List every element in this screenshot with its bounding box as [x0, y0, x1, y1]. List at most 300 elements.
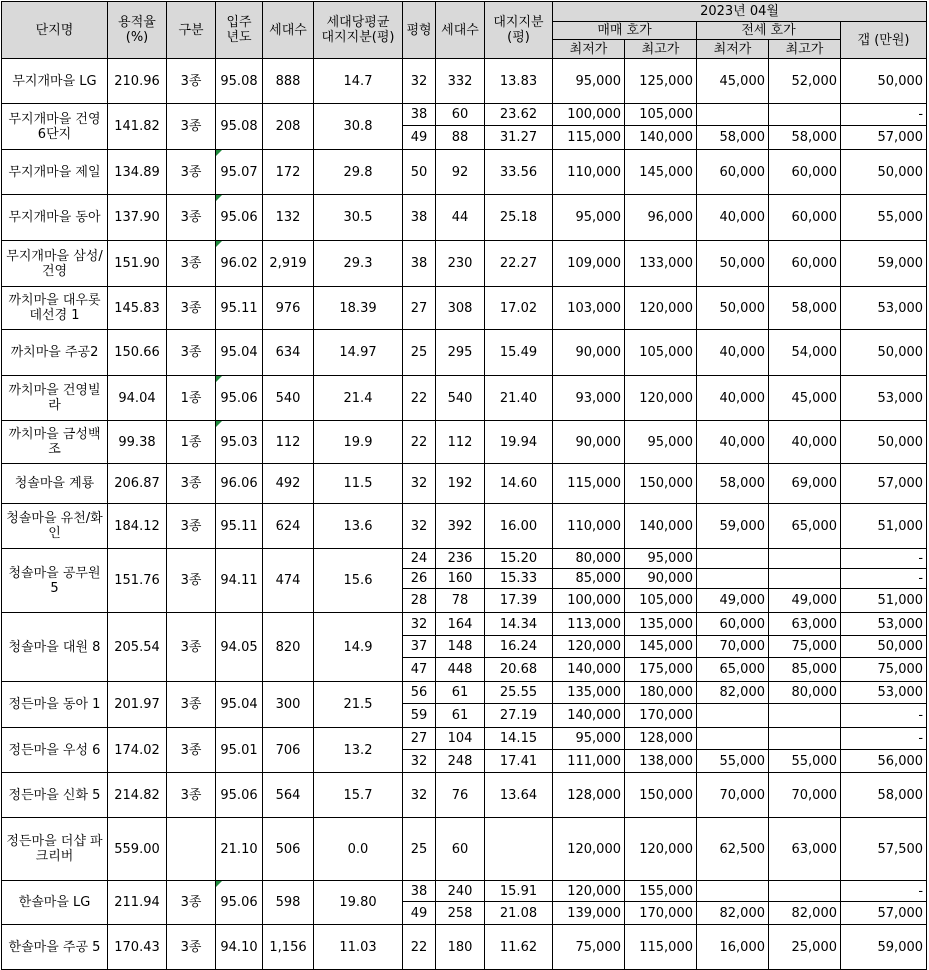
land-share: 13.64: [485, 773, 553, 818]
zone: 3종: [167, 682, 216, 728]
header-jeonse-min: 최저가: [697, 40, 769, 59]
households: 474: [263, 549, 314, 613]
move-in-year: 94.10: [216, 925, 263, 970]
pyeong: 49: [403, 126, 436, 150]
households: 624: [263, 504, 314, 549]
floor-area-ratio: 94.04: [108, 376, 167, 421]
sale-min: 100,000: [553, 589, 625, 613]
jeonse-max: 75,000: [769, 636, 841, 658]
table-row: [2, 104, 927, 126]
floor-area-ratio: 137.90: [108, 195, 167, 241]
gap: 53,000: [841, 613, 927, 636]
sale-max: 150,000: [625, 464, 697, 504]
households: 564: [263, 773, 314, 818]
zone: 3종: [167, 104, 216, 150]
pyeong: 38: [403, 104, 436, 126]
floor-area-ratio: 559.00: [108, 818, 167, 881]
complex-name: 까치마을 주공2: [2, 330, 108, 376]
sale-max: 170,000: [625, 704, 697, 728]
jeonse-min: 70,000: [697, 636, 769, 658]
pyeong: 25: [403, 818, 436, 881]
zone: 3종: [167, 728, 216, 773]
complex-name: 까치마을 대우롯데선경 1: [2, 287, 108, 330]
households: 2,919: [263, 241, 314, 287]
header-gap: 갭 (만원): [841, 22, 927, 59]
jeonse-min: 49,000: [697, 589, 769, 613]
header-pyeong: 평형: [403, 2, 436, 59]
floor-area-ratio: 184.12: [108, 504, 167, 549]
gap: 53,000: [841, 287, 927, 330]
pyeong: 32: [403, 59, 436, 104]
complex-name: 한솔마을 주공 5: [2, 925, 108, 970]
jeonse-min: 40,000: [697, 376, 769, 421]
zone: 3종: [167, 464, 216, 504]
sale-min: 140,000: [553, 658, 625, 682]
sale-max: 140,000: [625, 504, 697, 549]
move-in-year: 21.10: [216, 818, 263, 881]
pyeong: 49: [403, 902, 436, 925]
zone: 3종: [167, 881, 216, 925]
land-share: 21.40: [485, 376, 553, 421]
zone: 3종: [167, 330, 216, 376]
sale-max: 96,000: [625, 195, 697, 241]
header-jeonse: 전세 호가: [697, 22, 841, 40]
sale-min: 110,000: [553, 504, 625, 549]
avg-land-share: 14.7: [314, 59, 403, 104]
floor-area-ratio: 150.66: [108, 330, 167, 376]
pyeong: 32: [403, 464, 436, 504]
land-share: 17.41: [485, 750, 553, 773]
jeonse-max: 65,000: [769, 504, 841, 549]
header-complex-name: 단지명: [2, 2, 108, 59]
avg-land-share: 21.5: [314, 682, 403, 728]
table-row: [2, 330, 927, 376]
avg-land-share: 19.80: [314, 881, 403, 925]
unit-count: 332: [436, 59, 485, 104]
land-share: 15.33: [485, 569, 553, 589]
sale-min: 93,000: [553, 376, 625, 421]
gap: 51,000: [841, 589, 927, 613]
households: 706: [263, 728, 314, 773]
avg-land-share: 30.8: [314, 104, 403, 150]
gap: 57,500: [841, 818, 927, 881]
floor-area-ratio: 210.96: [108, 59, 167, 104]
jeonse-min: 50,000: [697, 241, 769, 287]
gap: 50,000: [841, 59, 927, 104]
floor-area-ratio: 205.54: [108, 613, 167, 682]
jeonse-max: 60,000: [769, 150, 841, 195]
header-sale-min: 최저가: [553, 40, 625, 59]
gap: 55,000: [841, 195, 927, 241]
table-row: [2, 728, 927, 750]
land-share: 23.62: [485, 104, 553, 126]
pyeong: 22: [403, 421, 436, 464]
gap: 59,000: [841, 925, 927, 970]
unit-count: 78: [436, 589, 485, 613]
sale-min: 80,000: [553, 549, 625, 569]
table-body: [2, 59, 927, 970]
complex-name: 청솔마을 대원 8: [2, 613, 108, 682]
jeonse-min: 55,000: [697, 750, 769, 773]
pyeong: 38: [403, 881, 436, 902]
land-share: 31.27: [485, 126, 553, 150]
move-in-year: 95.03: [216, 421, 263, 464]
jeonse-max: 63,000: [769, 613, 841, 636]
unit-count: 60: [436, 104, 485, 126]
gap: 50,000: [841, 330, 927, 376]
gap: 53,000: [841, 376, 927, 421]
households: 888: [263, 59, 314, 104]
table-row: [2, 881, 927, 902]
table-row: [2, 195, 927, 241]
sale-min: 95,000: [553, 195, 625, 241]
avg-land-share: 0.0: [314, 818, 403, 881]
sale-min: 113,000: [553, 613, 625, 636]
land-share: 25.55: [485, 682, 553, 704]
table-row: [2, 682, 927, 704]
jeonse-min: [697, 104, 769, 126]
table-row: [2, 773, 927, 818]
jeonse-min: 65,000: [697, 658, 769, 682]
sale-min: 110,000: [553, 150, 625, 195]
zone: [167, 818, 216, 881]
gap: 56,000: [841, 750, 927, 773]
pyeong: 47: [403, 658, 436, 682]
jeonse-max: 55,000: [769, 750, 841, 773]
pyeong: 28: [403, 589, 436, 613]
jeonse-min: 60,000: [697, 150, 769, 195]
header-sale-max: 최고가: [625, 40, 697, 59]
jeonse-min: 82,000: [697, 902, 769, 925]
jeonse-min: [697, 549, 769, 569]
complex-name: 무지개마을 삼성/건영: [2, 241, 108, 287]
land-share: 17.02: [485, 287, 553, 330]
gap: 75,000: [841, 658, 927, 682]
land-share: 27.19: [485, 704, 553, 728]
land-share: 16.24: [485, 636, 553, 658]
sale-min: 111,000: [553, 750, 625, 773]
avg-land-share: 13.6: [314, 504, 403, 549]
households: 492: [263, 464, 314, 504]
header-households: 세대수: [263, 2, 314, 59]
jeonse-min: 82,000: [697, 682, 769, 704]
gap: 58,000: [841, 773, 927, 818]
jeonse-min: [697, 704, 769, 728]
sale-max: 155,000: [625, 881, 697, 902]
jeonse-max: [769, 549, 841, 569]
households: 208: [263, 104, 314, 150]
land-share: 25.18: [485, 195, 553, 241]
unit-count: 448: [436, 658, 485, 682]
sale-max: 140,000: [625, 126, 697, 150]
jeonse-max: 85,000: [769, 658, 841, 682]
complex-name: 한솔마을 LG: [2, 881, 108, 925]
pyeong: 32: [403, 613, 436, 636]
header-avg-land-share: 세대당평균 대지지분(평): [314, 2, 403, 59]
zone: 1종: [167, 376, 216, 421]
jeonse-min: 62,500: [697, 818, 769, 881]
complex-name: 청솔마을 계룡: [2, 464, 108, 504]
jeonse-min: 45,000: [697, 59, 769, 104]
jeonse-min: 70,000: [697, 773, 769, 818]
unit-count: 236: [436, 549, 485, 569]
land-share: 21.08: [485, 902, 553, 925]
complex-name: 정든마을 더샵 파크리버: [2, 818, 108, 881]
sale-max: 125,000: [625, 59, 697, 104]
sale-max: 128,000: [625, 728, 697, 750]
floor-area-ratio: 201.97: [108, 682, 167, 728]
sale-max: 95,000: [625, 549, 697, 569]
sale-max: 150,000: [625, 773, 697, 818]
jeonse-max: 25,000: [769, 925, 841, 970]
land-share: 22.27: [485, 241, 553, 287]
gap: 57,000: [841, 902, 927, 925]
unit-count: 160: [436, 569, 485, 589]
apartment-price-table: [1, 1, 927, 970]
complex-name: 청솔마을 공무원 5: [2, 549, 108, 613]
unit-count: 61: [436, 704, 485, 728]
sale-min: 100,000: [553, 104, 625, 126]
sale-min: 109,000: [553, 241, 625, 287]
households: 634: [263, 330, 314, 376]
header-move-in-year: 입주 년도: [216, 2, 263, 59]
sale-min: 95,000: [553, 59, 625, 104]
complex-name: 무지개마을 건영 6단지: [2, 104, 108, 150]
jeonse-min: [697, 881, 769, 902]
households: 300: [263, 682, 314, 728]
pyeong: 24: [403, 549, 436, 569]
unit-count: 164: [436, 613, 485, 636]
land-share: 15.91: [485, 881, 553, 902]
households: 976: [263, 287, 314, 330]
move-in-year: 95.07: [216, 150, 263, 195]
jeonse-min: 40,000: [697, 330, 769, 376]
floor-area-ratio: 174.02: [108, 728, 167, 773]
pyeong: 32: [403, 773, 436, 818]
zone: 3종: [167, 287, 216, 330]
jeonse-max: [769, 569, 841, 589]
table-row: [2, 241, 927, 287]
jeonse-max: 49,000: [769, 589, 841, 613]
land-share: 16.00: [485, 504, 553, 549]
complex-name: 무지개마을 제일: [2, 150, 108, 195]
sale-max: 180,000: [625, 682, 697, 704]
sale-max: 138,000: [625, 750, 697, 773]
sale-min: 120,000: [553, 818, 625, 881]
jeonse-max: [769, 728, 841, 750]
jeonse-max: [769, 104, 841, 126]
pyeong: 38: [403, 195, 436, 241]
unit-count: 248: [436, 750, 485, 773]
gap: 57,000: [841, 126, 927, 150]
sale-max: 115,000: [625, 925, 697, 970]
table-row: [2, 504, 927, 549]
sale-min: 128,000: [553, 773, 625, 818]
table-row: [2, 150, 927, 195]
sale-max: 120,000: [625, 287, 697, 330]
sale-min: 120,000: [553, 881, 625, 902]
households: 506: [263, 818, 314, 881]
jeonse-min: [697, 569, 769, 589]
land-share: 33.56: [485, 150, 553, 195]
gap: 50,000: [841, 421, 927, 464]
sale-max: 95,000: [625, 421, 697, 464]
jeonse-min: [697, 728, 769, 750]
sale-max: 105,000: [625, 104, 697, 126]
jeonse-min: 40,000: [697, 195, 769, 241]
households: 598: [263, 881, 314, 925]
sale-max: 120,000: [625, 818, 697, 881]
header-zone: 구분: [167, 2, 216, 59]
gap: 51,000: [841, 504, 927, 549]
sale-min: 115,000: [553, 126, 625, 150]
sale-min: 135,000: [553, 682, 625, 704]
unit-count: 230: [436, 241, 485, 287]
land-share: 14.34: [485, 613, 553, 636]
move-in-year: 94.05: [216, 613, 263, 682]
unit-count: 92: [436, 150, 485, 195]
jeonse-max: 58,000: [769, 126, 841, 150]
move-in-year: 94.11: [216, 549, 263, 613]
households: 820: [263, 613, 314, 682]
jeonse-max: 45,000: [769, 376, 841, 421]
move-in-year: 95.06: [216, 881, 263, 925]
pyeong: 38: [403, 241, 436, 287]
move-in-year: 95.06: [216, 195, 263, 241]
sale-min: 90,000: [553, 421, 625, 464]
zone: 3종: [167, 925, 216, 970]
floor-area-ratio: 151.76: [108, 549, 167, 613]
avg-land-share: 21.4: [314, 376, 403, 421]
sale-max: 105,000: [625, 589, 697, 613]
sale-max: 135,000: [625, 613, 697, 636]
avg-land-share: 29.3: [314, 241, 403, 287]
households: 1,156: [263, 925, 314, 970]
complex-name: 무지개마을 LG: [2, 59, 108, 104]
gap: 57,000: [841, 464, 927, 504]
jeonse-max: 80,000: [769, 682, 841, 704]
jeonse-min: 59,000: [697, 504, 769, 549]
jeonse-max: 69,000: [769, 464, 841, 504]
land-share: 14.60: [485, 464, 553, 504]
avg-land-share: 14.9: [314, 613, 403, 682]
pyeong: 25: [403, 330, 436, 376]
gap: 53,000: [841, 682, 927, 704]
sale-max: 170,000: [625, 902, 697, 925]
move-in-year: 95.06: [216, 773, 263, 818]
avg-land-share: 30.5: [314, 195, 403, 241]
land-share: 13.83: [485, 59, 553, 104]
pyeong: 32: [403, 504, 436, 549]
pyeong: 59: [403, 704, 436, 728]
move-in-year: 95.11: [216, 504, 263, 549]
unit-count: 112: [436, 421, 485, 464]
table-row: [2, 421, 927, 464]
gap: -: [841, 569, 927, 589]
unit-count: 60: [436, 818, 485, 881]
floor-area-ratio: 151.90: [108, 241, 167, 287]
jeonse-max: 82,000: [769, 902, 841, 925]
jeonse-min: 50,000: [697, 287, 769, 330]
pyeong: 27: [403, 728, 436, 750]
gap: 50,000: [841, 636, 927, 658]
header-sale: 매매 호가: [553, 22, 697, 40]
header-land-share: 대지지분 (평): [485, 2, 553, 59]
gap: -: [841, 704, 927, 728]
avg-land-share: 29.8: [314, 150, 403, 195]
unit-count: 308: [436, 287, 485, 330]
avg-land-share: 15.6: [314, 549, 403, 613]
floor-area-ratio: 206.87: [108, 464, 167, 504]
land-share: [485, 818, 553, 881]
pyeong: 22: [403, 376, 436, 421]
zone: 3종: [167, 241, 216, 287]
pyeong: 37: [403, 636, 436, 658]
jeonse-max: 54,000: [769, 330, 841, 376]
households: 112: [263, 421, 314, 464]
move-in-year: 95.08: [216, 104, 263, 150]
table-row: [2, 818, 927, 881]
zone: 3종: [167, 150, 216, 195]
avg-land-share: 11.5: [314, 464, 403, 504]
jeonse-min: 40,000: [697, 421, 769, 464]
complex-name: 까치마을 금성백조: [2, 421, 108, 464]
land-share: 17.39: [485, 589, 553, 613]
sale-min: 139,000: [553, 902, 625, 925]
pyeong: 26: [403, 569, 436, 589]
move-in-year: 95.06: [216, 376, 263, 421]
jeonse-max: 52,000: [769, 59, 841, 104]
unit-count: 61: [436, 682, 485, 704]
households: 172: [263, 150, 314, 195]
unit-count: 295: [436, 330, 485, 376]
avg-land-share: 14.97: [314, 330, 403, 376]
zone: 3종: [167, 613, 216, 682]
gap: -: [841, 104, 927, 126]
jeonse-max: 70,000: [769, 773, 841, 818]
unit-count: 104: [436, 728, 485, 750]
jeonse-min: 58,000: [697, 126, 769, 150]
zone: 3종: [167, 59, 216, 104]
floor-area-ratio: 99.38: [108, 421, 167, 464]
table-row: [2, 376, 927, 421]
unit-count: 540: [436, 376, 485, 421]
avg-land-share: 18.39: [314, 287, 403, 330]
floor-area-ratio: 134.89: [108, 150, 167, 195]
land-share: 15.20: [485, 549, 553, 569]
header-units: 세대수: [436, 2, 485, 59]
table-row: [2, 59, 927, 104]
table-row: [2, 287, 927, 330]
pyeong: 56: [403, 682, 436, 704]
unit-count: 392: [436, 504, 485, 549]
unit-count: 240: [436, 881, 485, 902]
zone: 3종: [167, 195, 216, 241]
sale-max: 120,000: [625, 376, 697, 421]
sale-max: 90,000: [625, 569, 697, 589]
zone: 3종: [167, 549, 216, 613]
complex-name: 까치마을 건영빌라: [2, 376, 108, 421]
move-in-year: 95.11: [216, 287, 263, 330]
unit-count: 180: [436, 925, 485, 970]
households: 540: [263, 376, 314, 421]
jeonse-min: 16,000: [697, 925, 769, 970]
table-row: [2, 925, 927, 970]
gap: 59,000: [841, 241, 927, 287]
table-row: [2, 613, 927, 636]
land-share: 11.62: [485, 925, 553, 970]
jeonse-max: 58,000: [769, 287, 841, 330]
